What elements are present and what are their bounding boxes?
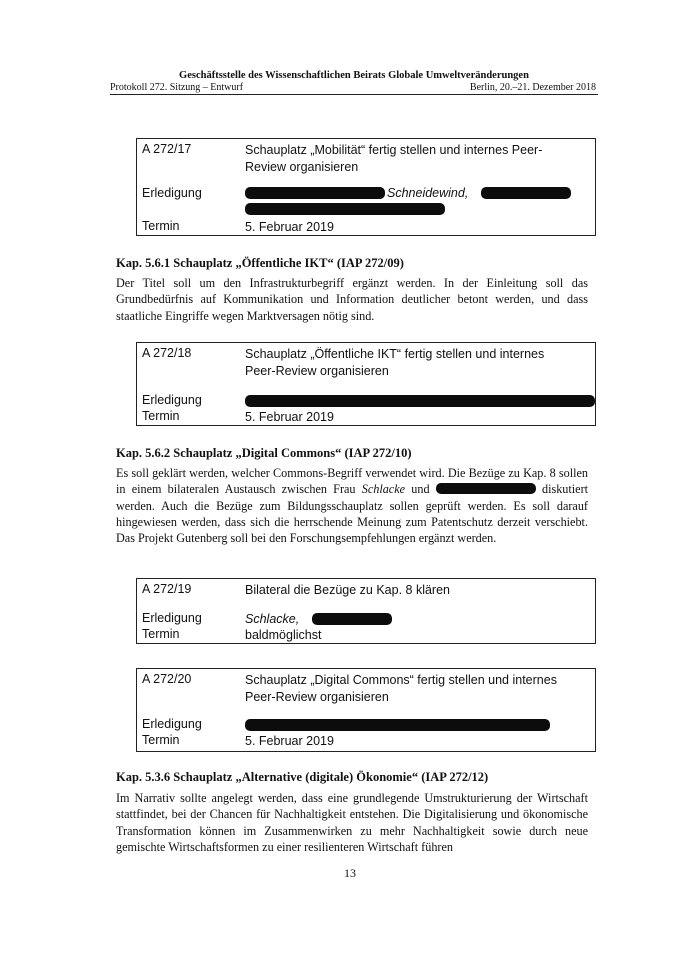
action-text: Schauplatz „Öffentliche IKT“ fertig stellen und internes Peer-Review organisieren	[245, 347, 545, 378]
section-paragraph: Der Titel soll um den Infrastrukturbegriff ergänzt werden. In der Einleitung soll das Grundbedürfnis auf Kommunikation und Information deutlicher betont werden, und dass staatliche Eingriffe wegen Marktversagen nötig sind.	[116, 276, 588, 323]
erledigung-value: Schneidewind,	[387, 186, 469, 200]
redaction-bar	[436, 483, 536, 494]
termin-value: 5. Februar 2019	[245, 734, 334, 748]
termin-label: Termin	[142, 409, 180, 423]
action-id: A 272/20	[142, 672, 192, 686]
action-id: A 272/18	[142, 346, 192, 360]
redaction-bar	[245, 395, 595, 407]
erledigung-label: Erledigung	[142, 717, 202, 731]
termin-value: 5. Februar 2019	[245, 410, 334, 424]
section-paragraph: Im Narrativ sollte angelegt werden, dass eine grundlegende Umstrukturierung der Wirtschaft stattfindet, bei der Chancen für Nachhaltigkeit entstehen. Die Digitalisierung und ökonomische Transformation können im Zusammenwirken zu mehr Nachhaltigkeit sowie durch neue gemischte Wirtschaftsformen zu einer resilienteren Wirtschaft führen	[116, 791, 588, 854]
termin-value: 5. Februar 2019	[245, 220, 334, 234]
erledigung-value: Schlacke,	[245, 612, 300, 626]
termin-label: Termin	[142, 733, 180, 747]
action-box-272-20	[136, 668, 596, 752]
action-id: A 272/19	[142, 582, 192, 596]
action-box-272-19	[136, 578, 596, 644]
header-rule	[110, 94, 598, 95]
erledigung-label: Erledigung	[142, 611, 202, 625]
erledigung-label: Erledigung	[142, 186, 202, 200]
page-number: 13	[344, 866, 356, 880]
action-id: A 272/17	[142, 142, 192, 156]
action-text: Schauplatz „Mobilität“ fertig stellen und internes Peer-Review organisieren	[245, 143, 543, 174]
section-heading: Kap. 5.3.6 Schauplatz „Alternative (digitale) Ökonomie“ (IAP 272/12)	[116, 770, 489, 784]
redaction-bar	[245, 187, 385, 199]
termin-label: Termin	[142, 219, 180, 233]
header-protocol: Protokoll 272. Sitzung – Entwurf	[110, 82, 244, 93]
header-date: Berlin, 20.–21. Dezember 2018	[469, 82, 596, 93]
termin-value: baldmöglichst	[245, 628, 322, 642]
redaction-bar	[312, 613, 392, 625]
action-text: Bilateral die Bezüge zu Kap. 8 klären	[245, 583, 450, 597]
action-box-272-17	[136, 138, 596, 236]
erledigung-label: Erledigung	[142, 393, 202, 407]
redaction-bar	[481, 187, 571, 199]
section-paragraph: Es soll geklärt werden, welcher Commons-Begriff verwendet wird. Die Bezüge zu Kap. 8 sollen in einem bilateralen Austausch zwischen Frau Schlacke und diskutiert werden. Auch die Bezüge zum Bildungsschauplatz sollen geprüft werden. Es soll darauf hingewiesen werden, dass sich die herrschende Meinung zum Patentschutz derzeit verschiebt. Das Projekt Gutenberg soll bei den Forschungsempfehlungen ergänzt werden.	[116, 466, 589, 546]
section-heading: Kap. 5.6.1 Schauplatz „Öffentliche IKT“ (IAP 272/09)	[116, 256, 404, 270]
section-heading: Kap. 5.6.2 Schauplatz „Digital Commons“ (IAP 272/10)	[116, 446, 412, 460]
redaction-bar	[245, 719, 550, 731]
termin-label: Termin	[142, 627, 180, 641]
redaction-bar	[245, 203, 445, 215]
action-text: Schauplatz „Digital Commons“ fertig stellen und internes Peer-Review organisieren	[245, 673, 557, 704]
header-title: Geschäftsstelle des Wissenschaftlichen Beirats Globale Umweltveränderungen	[179, 70, 529, 81]
action-box-272-18	[136, 342, 596, 426]
person-name: Schlacke	[361, 482, 406, 497]
